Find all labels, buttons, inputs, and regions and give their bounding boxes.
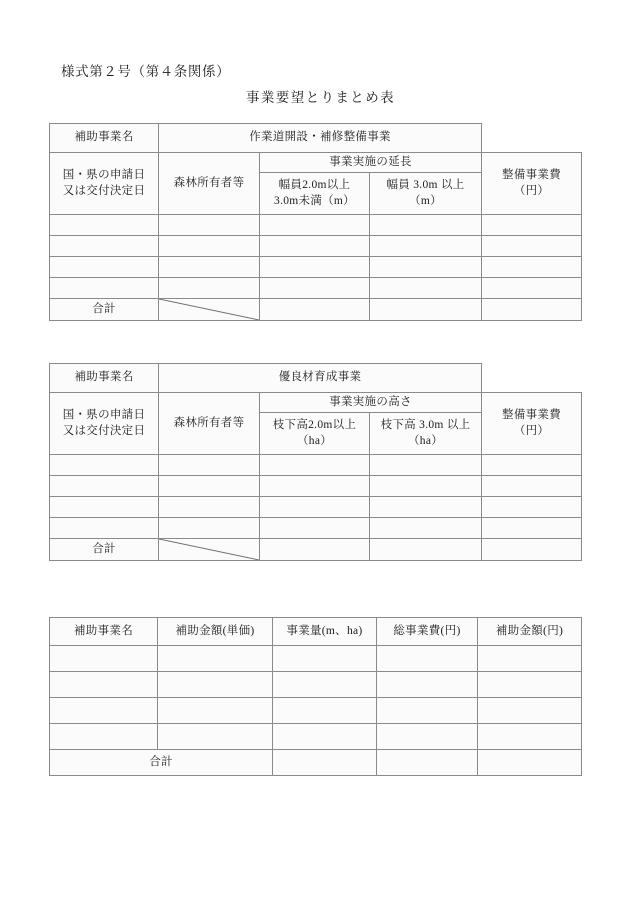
cell-total-owner-struck: [159, 299, 260, 321]
cell-sub-col-1-line1: 幅員2.0m以上: [278, 179, 351, 192]
table-row[interactable]: [50, 278, 582, 299]
table-row[interactable]: [50, 257, 582, 278]
cell-date-entry[interactable]: [50, 476, 159, 497]
table-row[interactable]: [50, 698, 582, 724]
cell-subsidy-entry[interactable]: [478, 672, 582, 698]
table-shigyoudo-wrapper: [49, 123, 581, 321]
cell-height-a-entry[interactable]: [260, 455, 370, 476]
cell-owner-header: 森林所有者等: [159, 393, 260, 455]
cell-total-subsidy[interactable]: [478, 750, 582, 776]
table-yuuryouzai: [49, 363, 582, 561]
cell-height-b-entry[interactable]: [370, 476, 482, 497]
cell-date-entry[interactable]: [50, 518, 159, 539]
cell-total-cost-entry[interactable]: [377, 724, 478, 750]
cell-unit-amount-entry[interactable]: [158, 646, 273, 672]
cell-length-a-entry[interactable]: [260, 257, 370, 278]
cell-program-entry[interactable]: [50, 646, 158, 672]
cell-program-entry[interactable]: [50, 724, 158, 750]
cell-owner-entry[interactable]: [159, 497, 260, 518]
cell-date-header-line1: 国・県の申請日: [62, 409, 146, 422]
cell-sub-col-2-line2: （m）: [409, 194, 442, 207]
cell-cost-entry[interactable]: [482, 497, 582, 518]
cell-cost-entry[interactable]: [482, 455, 582, 476]
cell-date-entry[interactable]: [50, 278, 159, 299]
cell-sub-col-1-line2: 3.0m未満（m）: [274, 194, 355, 207]
cell-total-cost[interactable]: [482, 299, 582, 321]
cell-owner-entry[interactable]: [159, 278, 260, 299]
table-summary-wrapper: [49, 617, 581, 776]
cell-column-header-unit-amount: 補助金額(単価): [158, 618, 273, 646]
cell-cost-entry[interactable]: [482, 236, 582, 257]
table-row[interactable]: [50, 672, 582, 698]
cell-height-b-entry[interactable]: [370, 518, 482, 539]
cell-length-a-entry[interactable]: [260, 236, 370, 257]
cell-cost-header-line1: 整備事業費: [502, 169, 562, 182]
cell-unit-amount-entry[interactable]: [158, 672, 273, 698]
cell-cost-header: [482, 393, 582, 455]
cell-owner-entry[interactable]: [159, 518, 260, 539]
cell-height-a-entry[interactable]: [260, 476, 370, 497]
cell-cost-entry[interactable]: [482, 215, 582, 236]
cell-date-entry[interactable]: [50, 257, 159, 278]
cell-cost-entry[interactable]: [482, 257, 582, 278]
table-row-total: [50, 750, 582, 776]
cell-total-cost-entry[interactable]: [377, 698, 478, 724]
cell-sub-col-1-line2: （ha）: [296, 434, 333, 447]
cell-cost-entry[interactable]: [482, 278, 582, 299]
cell-sub-col-2: [370, 173, 482, 215]
table-row-program: [50, 124, 582, 153]
cell-spacer: [482, 364, 582, 393]
cell-program-name: 作業道開設・補修整備事業: [159, 124, 482, 153]
cell-length-b-entry[interactable]: [370, 278, 482, 299]
cell-date-header-line1: 国・県の申請日: [62, 169, 146, 182]
cell-cost-header-line2: （円）: [513, 184, 550, 197]
cell-total-owner-struck: [159, 539, 260, 561]
cell-date-entry[interactable]: [50, 215, 159, 236]
table-summary: [49, 617, 582, 776]
cell-total-cost[interactable]: [482, 539, 582, 561]
table-shigyoudo: [49, 123, 582, 321]
cell-total-length-a[interactable]: [260, 299, 370, 321]
cell-quantity-entry[interactable]: [273, 646, 377, 672]
cell-date-entry[interactable]: [50, 455, 159, 476]
cell-sub-col-1-line1: 枝下高2.0m以上: [272, 419, 357, 432]
cell-group-header: 事業実施の高さ: [260, 393, 482, 413]
cell-sub-col-2: [370, 413, 482, 455]
table-row-group-header: [50, 153, 582, 173]
cell-sub-col-1: [260, 413, 370, 455]
cell-column-header-program: 補助事業名: [50, 618, 158, 646]
table-row[interactable]: [50, 518, 582, 539]
cell-total-height-b[interactable]: [370, 539, 482, 561]
cell-subsidy-entry[interactable]: [478, 724, 582, 750]
cell-sub-col-2-line2: （ha）: [407, 434, 444, 447]
table-row-program: [50, 364, 582, 393]
cell-column-header-quantity: 事業量(m、ha): [273, 618, 377, 646]
cell-sub-col-2-line1: 枝下高 3.0m 以上: [380, 419, 471, 432]
cell-unit-amount-entry[interactable]: [158, 724, 273, 750]
cell-program-label: 補助事業名: [50, 364, 159, 393]
cell-quantity-entry[interactable]: [273, 724, 377, 750]
cell-owner-entry[interactable]: [159, 455, 260, 476]
cell-spacer: [482, 124, 582, 153]
cell-column-header-total-cost: 総事業費(円): [377, 618, 478, 646]
table-row[interactable]: [50, 646, 582, 672]
cell-height-b-entry[interactable]: [370, 497, 482, 518]
cell-date-header-line2: 又は交付決定日: [62, 184, 146, 197]
cell-quantity-entry[interactable]: [273, 698, 377, 724]
cell-height-b-entry[interactable]: [370, 455, 482, 476]
cell-total-height-a[interactable]: [260, 539, 370, 561]
table-row[interactable]: [50, 215, 582, 236]
cell-owner-entry[interactable]: [159, 215, 260, 236]
cell-program-entry[interactable]: [50, 698, 158, 724]
cell-total-cost[interactable]: [377, 750, 478, 776]
table-row[interactable]: [50, 476, 582, 497]
cell-cost-entry[interactable]: [482, 476, 582, 497]
table-row[interactable]: [50, 724, 582, 750]
cell-owner-entry[interactable]: [159, 257, 260, 278]
cell-length-b-entry[interactable]: [370, 215, 482, 236]
cell-cost-header-line1: 整備事業費: [502, 409, 562, 422]
page-title: 事業要望とりまとめ表: [246, 90, 395, 105]
cell-quantity-entry[interactable]: [273, 672, 377, 698]
cell-date-header-line2: 又は交付決定日: [62, 424, 146, 437]
cell-total-label: 合計: [50, 299, 159, 321]
cell-program-label: 補助事業名: [50, 124, 159, 153]
cell-date-entry[interactable]: [50, 236, 159, 257]
cell-program-entry[interactable]: [50, 672, 158, 698]
cell-sub-col-2-line1: 幅員 3.0m 以上: [386, 179, 465, 192]
table-row[interactable]: [50, 236, 582, 257]
table-row-total: [50, 539, 582, 561]
cell-sub-col-1: [260, 173, 370, 215]
table-row-header: [50, 618, 582, 646]
cell-cost-header-line2: （円）: [513, 424, 550, 437]
table-row-total: [50, 299, 582, 321]
cell-date-header: [50, 153, 159, 215]
cell-cost-entry[interactable]: [482, 518, 582, 539]
cell-height-a-entry[interactable]: [260, 497, 370, 518]
cell-unit-amount-entry[interactable]: [158, 698, 273, 724]
table-yuuryouzai-wrapper: [49, 363, 581, 561]
cell-subsidy-entry[interactable]: [478, 646, 582, 672]
cell-cost-header: [482, 153, 582, 215]
cell-date-entry[interactable]: [50, 497, 159, 518]
cell-group-header: 事業実施の延長: [260, 153, 482, 173]
table-row-group-header: [50, 393, 582, 413]
cell-total-quantity[interactable]: [273, 750, 377, 776]
cell-length-b-entry[interactable]: [370, 236, 482, 257]
cell-total-length-b[interactable]: [370, 299, 482, 321]
cell-length-a-entry[interactable]: [260, 215, 370, 236]
table-row[interactable]: [50, 455, 582, 476]
cell-height-a-entry[interactable]: [260, 518, 370, 539]
cell-total-cost-entry[interactable]: [377, 646, 478, 672]
cell-owner-entry[interactable]: [159, 236, 260, 257]
cell-program-name: 優良材育成事業: [159, 364, 482, 393]
cell-length-b-entry[interactable]: [370, 257, 482, 278]
cell-total-label: 合計: [50, 750, 273, 776]
cell-total-cost-entry[interactable]: [377, 672, 478, 698]
form-code: 様式第２号（第４条関係）: [61, 64, 231, 79]
cell-subsidy-entry[interactable]: [478, 698, 582, 724]
cell-owner-entry[interactable]: [159, 476, 260, 497]
cell-length-a-entry[interactable]: [260, 278, 370, 299]
cell-total-label: 合計: [50, 539, 159, 561]
cell-column-header-subsidy: 補助金額(円): [478, 618, 582, 646]
cell-date-header: [50, 393, 159, 455]
table-row[interactable]: [50, 497, 582, 518]
cell-owner-header: 森林所有者等: [159, 153, 260, 215]
